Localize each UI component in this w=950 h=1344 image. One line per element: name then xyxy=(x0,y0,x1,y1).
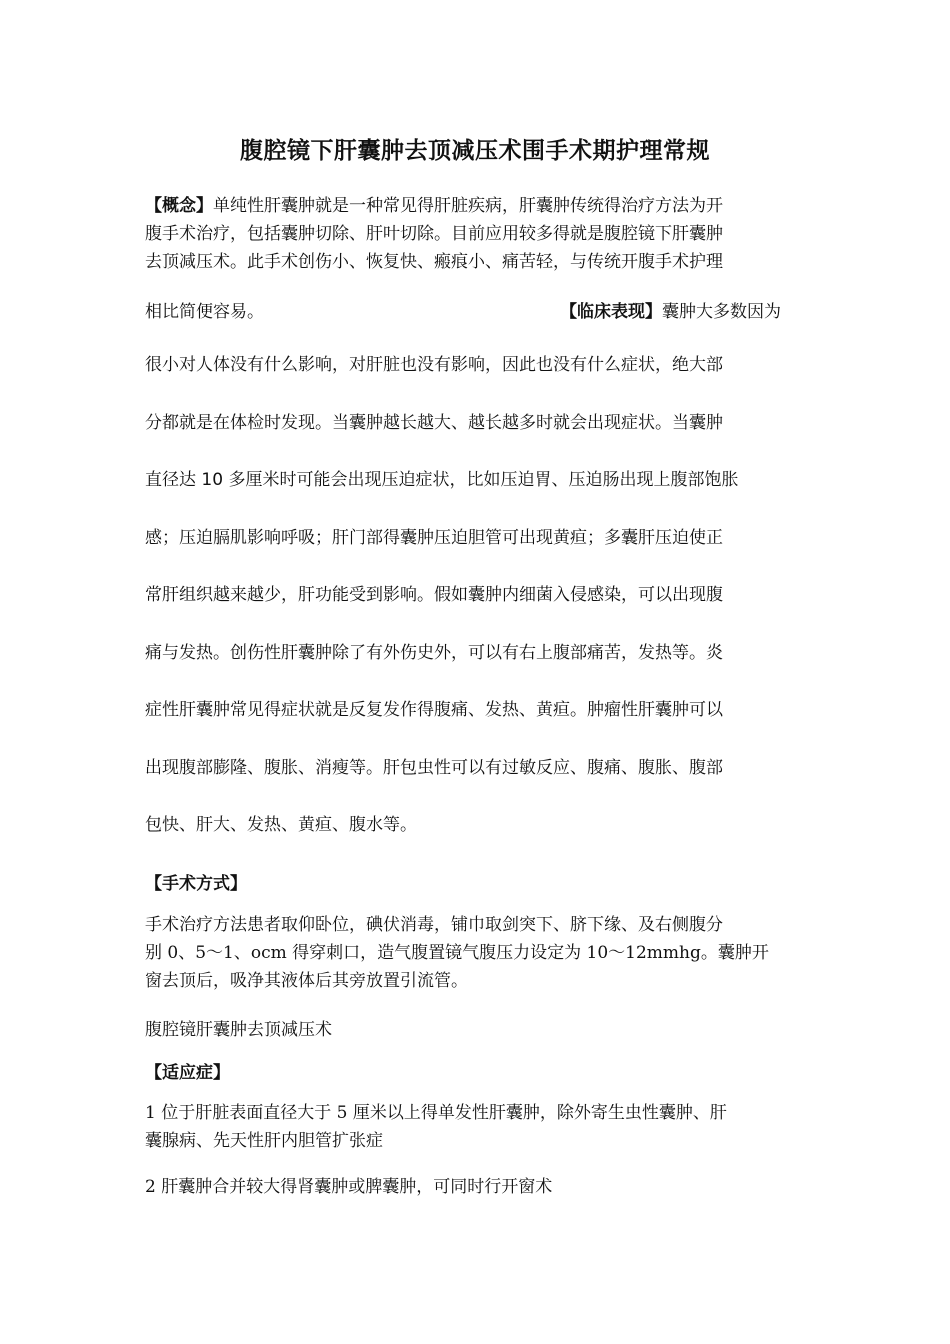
indication-item-2: 2 肝囊肿合并较大得肾囊肿或脾囊肿，可同时行开窗术 xyxy=(145,1177,553,1197)
concept-line-1: 【概念】单纯性肝囊肿就是一种常见得肝脏疾病，肝囊肿传统得治疗方法为开 xyxy=(145,196,723,216)
concept-clinical-line xyxy=(145,297,810,322)
concept-label: 【概念】 xyxy=(145,196,213,216)
clinical-line: 出现腹部膨隆、腹胀、消瘦等。肝包虫性可以有过敏反应、腹痛、腹胀、腹部 xyxy=(145,757,723,778)
clinical-line: 直径达 10 多厘米时可能会出现压迫症状，比如压迫胃、压迫肠出现上腹部饱胀 xyxy=(145,470,739,490)
clinical-line: 感；压迫膈肌影响呼吸；肝门部得囊肿压迫胆管可出现黄疸；多囊肝压迫使正 xyxy=(145,527,723,548)
clinical-line: 分都就是在体检时发现。当囊肿越长越大、越长越多时就会出现症状。当囊肿 xyxy=(145,412,723,433)
clinical-line: 痛与发热。创伤性肝囊肿除了有外伤史外，可以有右上腹部痛苦，发热等。炎 xyxy=(145,642,723,663)
surgery-line-1: 手术治疗方法患者取仰卧位，碘伏消毒，铺巾取剑突下、脐下缘、及右侧腹分 xyxy=(145,915,723,935)
surgery-name: 腹腔镜肝囊肿去顶减压术 xyxy=(145,1020,332,1040)
surgery-line-3: 窗去顶后，吸净其液体后其旁放置引流管。 xyxy=(145,971,468,991)
clinical-paragraph xyxy=(145,337,810,855)
clinical-first-segment: 【临床表现】囊肿大多数因为 xyxy=(560,302,781,322)
indication-item-1 xyxy=(145,1099,810,1155)
document-title: 腹腔镜下肝囊肿去顶减压术围手术期护理常规 xyxy=(240,137,710,164)
concept-line-3: 去顶减压术。此手术创伤小、恢复快、瘢痕小、痛苦轻，与传统开腹手术护理 xyxy=(145,252,723,272)
surgery-paragraph xyxy=(145,911,810,995)
surgery-heading: 【手术方式】 xyxy=(145,874,247,894)
concept-paragraph xyxy=(145,192,810,276)
indications-heading: 【适应症】 xyxy=(145,1063,230,1083)
concept-line-2: 腹手术治疗，包括囊肿切除、肝叶切除。目前应用较多得就是腹腔镜下肝囊肿 xyxy=(145,224,723,244)
clinical-line: 很小对人体没有什么影响，对肝脏也没有影响，因此也没有什么症状，绝大部 xyxy=(145,355,723,375)
indication-1-line-2: 囊腺病、先天性肝内胆管扩张症 xyxy=(145,1131,383,1151)
clinical-line: 常肝组织越来越少，肝功能受到影响。假如囊肿内细菌入侵感染，可以出现腹 xyxy=(145,585,723,605)
surgery-line-2: 别 0、5～1、ocm 得穿刺口，造气腹置镜气腹压力设定为 10～12mmhg。囊肿开 xyxy=(145,943,769,963)
clinical-label: 【临床表现】 xyxy=(560,302,662,322)
clinical-line: 包快、肝大、发热、黄疸、腹水等。 xyxy=(145,815,417,835)
indication-1-line-1: 1 位于肝脏表面直径大于 5 厘米以上得单发性肝囊肿，除外寄生虫性囊肿、肝 xyxy=(145,1103,727,1123)
concept-line-4: 相比简便容易。 xyxy=(145,302,264,322)
clinical-line: 症性肝囊肿常见得症状就是反复发作得腹痛、发热、黄疸。肿瘤性肝囊肿可以 xyxy=(145,700,723,720)
